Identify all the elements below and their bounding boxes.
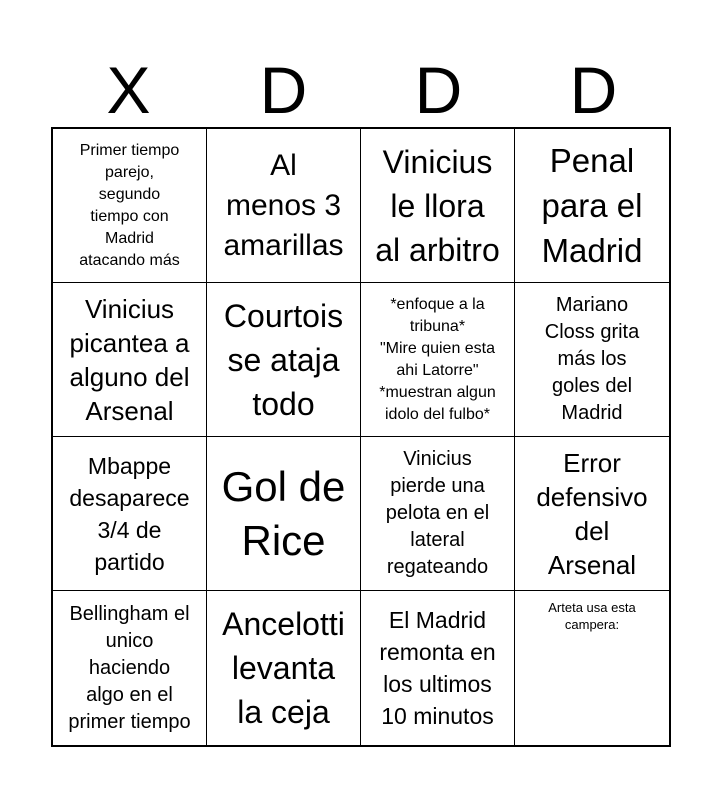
bingo-cell[interactable]: [53, 129, 207, 283]
cell-text: Error defensivo del Arsenal: [536, 447, 648, 580]
bingo-cell[interactable]: [207, 591, 361, 745]
cell-text: Penal para el Madrid: [541, 142, 643, 269]
cell-text: Primer tiempo parejo, segundo tiempo con Madrid atacando más: [79, 141, 180, 269]
cell-text: Al menos 3 amarillas: [223, 148, 344, 262]
bingo-cell[interactable]: [515, 591, 669, 745]
cell-text: *enfoque a la tribuna* "Mire quien esta ahi Latorre" *muestran algun idolo del fulbo*: [379, 295, 496, 423]
bingo-cell[interactable]: [361, 283, 515, 437]
cell-text: Gol de Rice: [221, 462, 346, 564]
header-letter-1: X: [106, 53, 151, 127]
bingo-cell[interactable]: [207, 283, 361, 437]
bingo-cell[interactable]: [515, 283, 669, 437]
cell-text: Arteta usa esta campera:: [548, 600, 636, 632]
bingo-grid: [51, 127, 671, 747]
bingo-header: [51, 52, 671, 128]
cell-text: Ancelotti levanta la ceja: [222, 606, 345, 730]
bingo-cell[interactable]: [515, 437, 669, 591]
bingo-cell[interactable]: [361, 591, 515, 745]
header-letter-2: D: [259, 53, 308, 127]
header-letter-4: D: [569, 53, 618, 127]
cell-text: Bellingham el unico haciendo algo en el primer tiempo: [68, 602, 191, 733]
bingo-cell[interactable]: [53, 437, 207, 591]
cell-text: El Madrid remonta en los ultimos 10 minutos: [379, 607, 496, 729]
cell-text: Courtois se ataja todo: [223, 297, 344, 422]
cell-text: Mariano Closs grita más los goles del Madrid: [544, 294, 640, 424]
cell-text: Vinicius picantea a alguno del Arsenal: [69, 293, 190, 426]
cell-text: Mbappe desaparece 3/4 de partido: [69, 452, 190, 575]
bingo-cell[interactable]: [53, 591, 207, 745]
cell-text: Vinicius le llora al arbitro: [375, 143, 500, 268]
bingo-cell[interactable]: [361, 129, 515, 283]
bingo-cell[interactable]: [207, 437, 361, 591]
cell-text: Vinicius pierde una pelota en el lateral regateando: [385, 448, 490, 578]
bingo-cell[interactable]: [515, 129, 669, 283]
header-letter-3: D: [414, 53, 463, 127]
bingo-cell[interactable]: [361, 437, 515, 591]
bingo-cell[interactable]: [53, 283, 207, 437]
bingo-cell[interactable]: [207, 129, 361, 283]
